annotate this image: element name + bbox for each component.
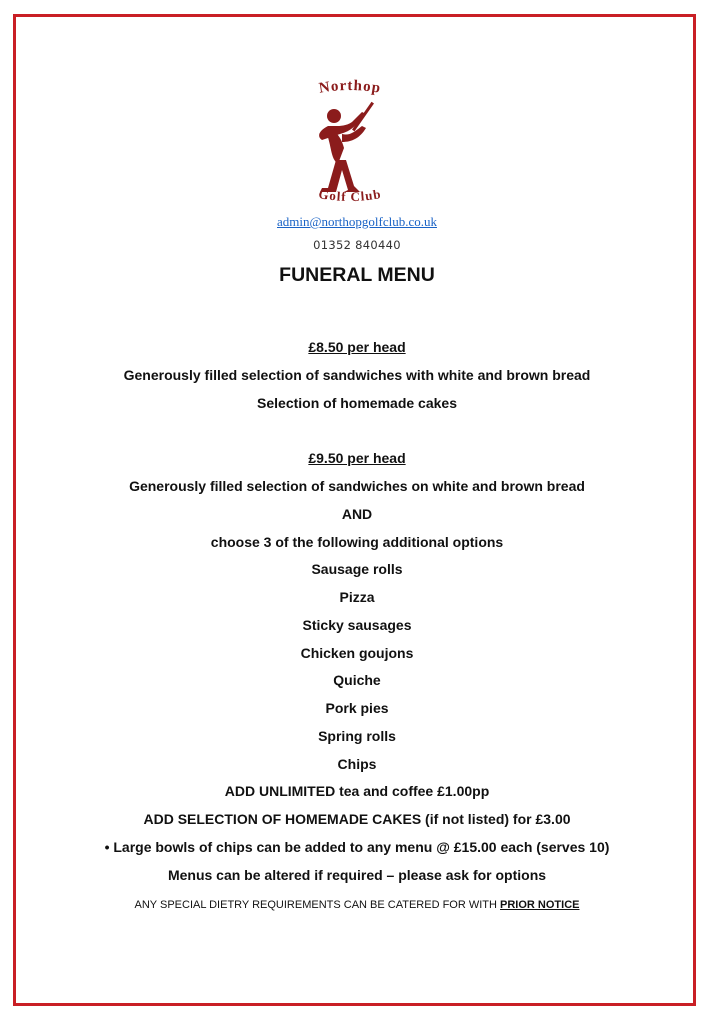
menu1-line-2: Selection of homemade cakes bbox=[257, 395, 457, 411]
extra-line-1: ADD UNLIMITED tea and coffee £1.00pp bbox=[224, 783, 490, 799]
page-title: FUNERAL MENU bbox=[279, 264, 435, 286]
menu-option: Sticky sausages bbox=[302, 617, 412, 633]
menu1-price: £8.50 per head bbox=[308, 339, 406, 355]
menu2-line-1: Generously filled selection of sandwiches on white and brown bread bbox=[129, 478, 585, 494]
menu-option: Chips bbox=[337, 756, 377, 772]
menu1-line-1: Generously filled selection of sandwiches with white and brown bread bbox=[123, 367, 591, 383]
menu2-line-3: choose 3 of the following additional options bbox=[210, 534, 504, 550]
menu-option: Sausage rolls bbox=[311, 561, 403, 577]
email-link[interactable]: admin@northopgolfclub.co.uk bbox=[277, 214, 437, 229]
menu-option: Quiche bbox=[333, 672, 381, 688]
logo-bottom-text: Golf Club bbox=[317, 186, 383, 205]
extra-line-4: Menus can be altered if required – please ask for options bbox=[167, 867, 547, 883]
extra-line-2: ADD SELECTION OF HOMEMADE CAKES (if not listed) for £3.00 bbox=[143, 811, 571, 827]
footer-note-emphasis: PRIOR NOTICE bbox=[500, 899, 580, 911]
menu2-line-2: AND bbox=[341, 506, 373, 522]
logo-top-text: Northop bbox=[317, 77, 383, 97]
menu-option: Chicken goujons bbox=[300, 645, 414, 661]
phone-number: 01352 840440 bbox=[313, 238, 401, 252]
golf-club-logo bbox=[282, 76, 418, 212]
menu-option: Spring rolls bbox=[318, 728, 396, 744]
golfer-icon bbox=[319, 102, 374, 192]
footer-note-text: ANY SPECIAL DIETRY REQUIREMENTS CAN BE CATERED FOR WITH bbox=[134, 899, 497, 911]
menu-option: Pizza bbox=[339, 589, 375, 605]
menu2-price: £9.50 per head bbox=[308, 450, 406, 466]
extra-line-3: • Large bowls of chips can be added to any menu @ £15.00 each (serves 10) bbox=[104, 839, 610, 855]
footer-note bbox=[0, 899, 714, 911]
menu-option: Pork pies bbox=[325, 700, 389, 716]
